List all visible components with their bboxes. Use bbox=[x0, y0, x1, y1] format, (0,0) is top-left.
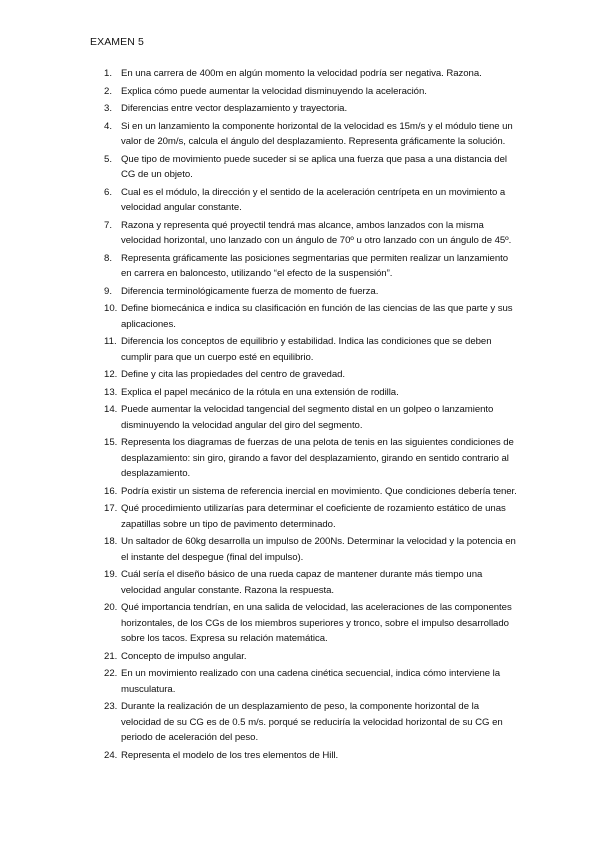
question-text: Define biomecánica e indica su clasificación en función de las ciencias de las que parte y sus aplicaciones. bbox=[121, 303, 513, 330]
question-text: Razona y representa qué proyectil tendrá mas alcance, ambos lanzados con la misma velocidad horizontal, uno lanzado con un ángulo de 70º u otro lanzado con un ángulo de 45º. bbox=[121, 219, 512, 246]
question-number: 4. bbox=[104, 120, 113, 132]
question-number: 24. bbox=[104, 749, 118, 761]
question-text: Define y cita las propiedades del centro de gravedad. bbox=[121, 369, 346, 380]
question-item bbox=[90, 66, 520, 82]
question-item bbox=[90, 600, 520, 647]
question-number: 8. bbox=[104, 252, 113, 264]
question-text: Explica el papel mecánico de la rótula en una extensión de rodilla. bbox=[121, 386, 399, 398]
question-item bbox=[90, 501, 520, 532]
question-text: Puede aumentar la velocidad tangencial del segmento distal en un golpeo o lanzamiento disminuyendo la velocidad angular del giro del segmento. bbox=[121, 404, 494, 431]
question-text: Cuál sería el diseño básico de una rueda capaz de mantener durante más tiempo una velocidad angular constante. Razona la respuesta. bbox=[121, 569, 483, 596]
question-item bbox=[90, 534, 520, 565]
question-number: 5. bbox=[104, 153, 113, 165]
question-item bbox=[90, 435, 520, 482]
question-item bbox=[90, 649, 520, 665]
question-number: 2. bbox=[104, 85, 113, 97]
question-item bbox=[90, 402, 520, 433]
question-item bbox=[90, 699, 520, 746]
question-item bbox=[90, 101, 520, 117]
question-text: Representa los diagramas de fuerzas de una pelota de tenis en las siguientes condiciones de desplazamiento: sin giro, girando a favor del desplazamiento, girando en sentido contrario al desplazamiento. bbox=[121, 437, 514, 479]
question-number: 11. bbox=[104, 336, 117, 347]
question-item bbox=[90, 484, 520, 500]
question-number: 16. bbox=[104, 485, 118, 497]
question-item bbox=[90, 119, 520, 150]
question-number: 20. bbox=[104, 602, 118, 613]
question-item bbox=[90, 567, 520, 598]
question-number: 7. bbox=[104, 219, 113, 231]
question-item bbox=[90, 334, 520, 365]
question-number: 18. bbox=[104, 536, 118, 547]
question-number: 9. bbox=[104, 285, 113, 297]
question-text: Representa el modelo de los tres elementos de Hill. bbox=[121, 749, 339, 761]
question-number: 13. bbox=[104, 386, 118, 398]
question-text: Diferencia los conceptos de equilibrio y estabilidad. Indica las condiciones que se deben cumplir para que un cuerpo esté en equilibrio. bbox=[121, 336, 492, 363]
question-text: Concepto de impulso angular. bbox=[121, 650, 247, 662]
question-item bbox=[90, 666, 520, 697]
question-number: 23. bbox=[104, 701, 118, 712]
question-number: 3. bbox=[104, 103, 113, 114]
question-item bbox=[90, 84, 520, 100]
question-item bbox=[90, 185, 520, 216]
question-text: Que tipo de movimiento puede suceder si se aplica una fuerza que pasa a una distancia del CG de un objeto. bbox=[121, 153, 507, 180]
question-text: Representa gráficamente las posiciones segmentarias que permiten realizar un lanzamiento en carrera en baloncesto, utilizando “el efecto de la suspensión”. bbox=[121, 252, 509, 279]
question-text: En una carrera de 400m en algún momento la velocidad podría ser negativa. Razona. bbox=[121, 68, 482, 79]
question-number: 22. bbox=[104, 668, 118, 679]
question-item bbox=[90, 284, 520, 300]
question-number: 6. bbox=[104, 186, 113, 198]
question-text: Cual es el módulo, la dirección y el sentido de la aceleración centrípeta en un movimiento a velocidad angular constante. bbox=[121, 186, 506, 213]
question-item bbox=[90, 748, 520, 764]
question-item bbox=[90, 251, 520, 282]
question-text: Si en un lanzamiento la componente horizontal de la velocidad es 15m/s y el módulo tiene un valor de 20m/s, calcula el ángulo del desplazamiento. Representa gráficamente la solución. bbox=[121, 120, 513, 147]
question-number: 17. bbox=[104, 503, 118, 514]
question-number: 15. bbox=[104, 437, 118, 448]
question-number: 10. bbox=[104, 303, 118, 314]
question-text: En un movimiento realizado con una cadena cinética secuencial, indica cómo interviene la musculatura. bbox=[121, 668, 501, 695]
question-text: Durante la realización de un desplazamiento de peso, la componente horizontal de la velocidad de su CG es de 0.5 m/s. porqué se reduciría la velocidad horizontal de su CG en periodo de aceleración del peso. bbox=[121, 701, 503, 743]
question-text: Podría existir un sistema de referencia inercial en movimiento. Que condiciones debería tener. bbox=[121, 485, 517, 497]
question-text: Qué importancia tendrían, en una salida de velocidad, las aceleraciones de las componentes horizontales, de los CGs de los miembros superiores y tronco, sobre el impulso desarrollado sobre los tacos. Expresa su relación matemática. bbox=[121, 602, 512, 644]
question-number: 14. bbox=[104, 404, 118, 415]
question-number: 19. bbox=[104, 569, 118, 580]
question-item bbox=[90, 301, 520, 332]
question-text: Diferencia terminológicamente fuerza de momento de fuerza. bbox=[121, 285, 379, 297]
exam-title: EXAMEN 5 bbox=[90, 36, 144, 48]
question-number: 21. bbox=[104, 650, 118, 662]
question-item bbox=[90, 152, 520, 183]
question-text: Diferencias entre vector desplazamiento y trayectoria. bbox=[121, 103, 348, 114]
question-number: 12. bbox=[104, 369, 118, 380]
question-text: Un saltador de 60kg desarrolla un impulso de 200Ns. Determinar la velocidad y la potencia en el instante del despegue (final del impulso). bbox=[121, 536, 516, 563]
question-text: Explica cómo puede aumentar la velocidad disminuyendo la aceleración. bbox=[121, 85, 427, 97]
question-item bbox=[90, 385, 520, 401]
question-number: 1. bbox=[104, 68, 113, 79]
question-list bbox=[90, 66, 520, 765]
question-text: Qué procedimiento utilizarías para determinar el coeficiente de rozamiento estático de unas zapatillas sobre un tipo de pavimento determinado. bbox=[121, 503, 506, 530]
question-item bbox=[90, 218, 520, 249]
question-item bbox=[90, 367, 520, 383]
